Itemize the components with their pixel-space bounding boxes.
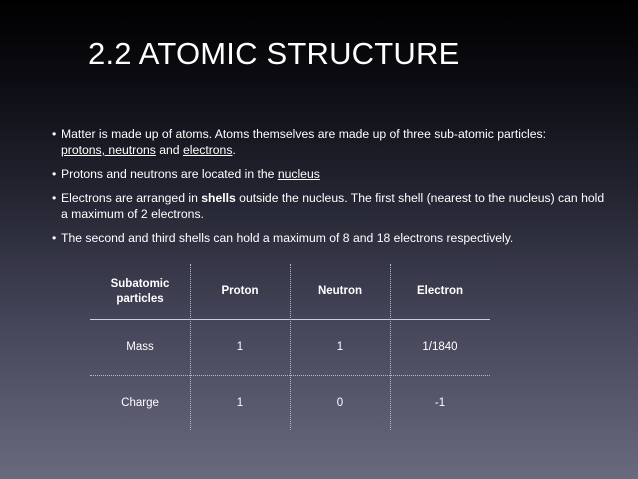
bullet-text: Matter is made up of atoms. Atoms themselves are made up of three sub-atomic particles: bbox=[61, 127, 547, 141]
table-cell: 1 bbox=[236, 396, 244, 409]
link-electrons[interactable]: electrons bbox=[182, 143, 233, 157]
bullet-dot-icon: • bbox=[52, 127, 57, 141]
table-cell: 1 bbox=[236, 341, 244, 353]
bullet-text: and bbox=[155, 143, 183, 157]
bullet-dot-icon: • bbox=[52, 167, 57, 181]
table-cell: 1 bbox=[336, 341, 344, 353]
particles-table bbox=[90, 264, 490, 430]
bold-term-shells: shells bbox=[201, 191, 236, 205]
table-column-divider bbox=[290, 264, 291, 430]
bullet-item-second-third-shells bbox=[52, 230, 612, 246]
bullet-text: outside the nucleus. The first shell (nearest to the nucleus) can hold a maximum of 2 electrons. bbox=[61, 191, 605, 221]
bullet-list bbox=[52, 126, 612, 254]
bullet-text: Protons and neutrons are located in the bbox=[61, 167, 278, 181]
table-cell: -1 bbox=[434, 396, 446, 409]
table-column-divider bbox=[390, 264, 391, 430]
bullet-text: The second and third shells can hold a maximum of 8 and 18 electrons respectively. bbox=[61, 231, 514, 245]
slide-title: 2.2 ATOMIC STRUCTURE bbox=[88, 36, 460, 71]
table-cell: 1/1840 bbox=[422, 341, 458, 353]
table-header-cell: Neutron bbox=[317, 285, 363, 297]
table-header-cell: Subatomic particles bbox=[110, 277, 170, 305]
link-protons-neutrons[interactable]: protons, neutrons bbox=[61, 143, 156, 157]
link-nucleus[interactable]: nucleus bbox=[277, 167, 320, 181]
table-header-cell: Electron bbox=[416, 285, 463, 297]
bullet-text: . bbox=[232, 143, 236, 157]
table-cell: Mass bbox=[126, 341, 154, 353]
table-column-divider bbox=[190, 264, 191, 430]
table-header-cell: Proton bbox=[221, 285, 259, 297]
bullet-dot-icon: • bbox=[52, 191, 57, 205]
table-cell: Charge bbox=[121, 396, 159, 409]
bullet-item-nucleus bbox=[52, 166, 612, 182]
bullet-text: Electrons are arranged in bbox=[61, 191, 202, 205]
bullet-item-atoms bbox=[52, 126, 612, 158]
bullet-dot-icon: • bbox=[52, 231, 57, 245]
bullet-item-shells bbox=[52, 190, 612, 222]
table-cell: 0 bbox=[336, 396, 344, 409]
